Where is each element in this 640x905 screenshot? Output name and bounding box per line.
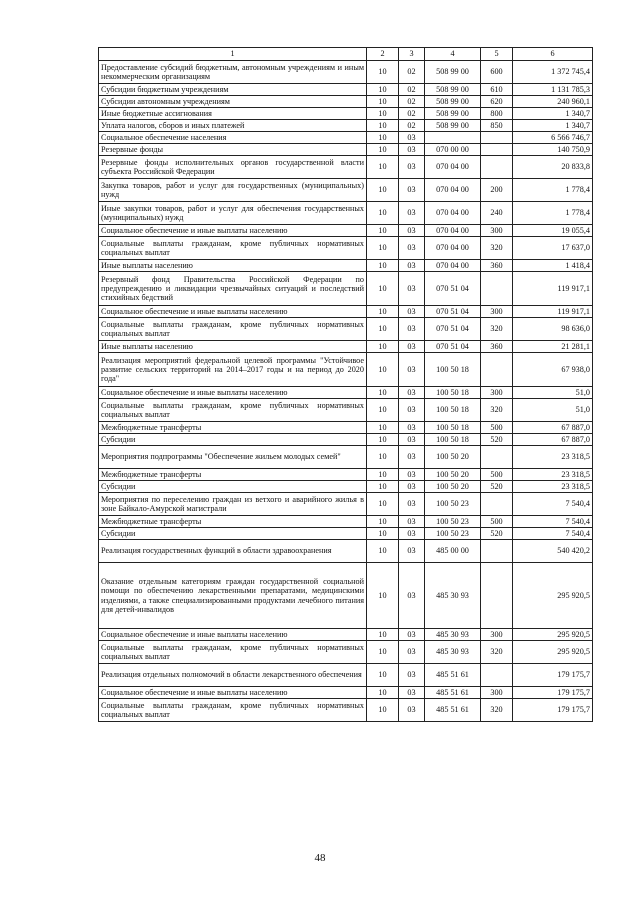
table-row	[99, 132, 593, 144]
row-name-cell: Резервные фонды	[99, 144, 367, 156]
row-expense-type-cell	[481, 664, 513, 687]
row-target-item-cell: 070 04 00	[425, 260, 481, 272]
row-expense-type-cell: 800	[481, 108, 513, 120]
table-row	[99, 272, 593, 306]
row-expense-type-cell: 320	[481, 699, 513, 722]
row-subsection-cell: 03	[399, 664, 425, 687]
row-name-cell: Социальное обеспечение и иные выплаты населению	[99, 306, 367, 318]
row-subsection-cell: 03	[399, 272, 425, 306]
row-section-cell: 10	[367, 629, 399, 641]
row-subsection-cell: 03	[399, 132, 425, 144]
row-subsection-cell: 03	[399, 481, 425, 493]
row-target-item-cell: 070 04 00	[425, 156, 481, 179]
row-amount-cell: 20 833,8	[513, 156, 593, 179]
row-subsection-cell: 03	[399, 353, 425, 387]
row-expense-type-cell: 320	[481, 237, 513, 260]
table-row	[99, 84, 593, 96]
row-name-cell: Социальное обеспечение и иные выплаты населению	[99, 687, 367, 699]
row-name-cell: Социальное обеспечение и иные выплаты населению	[99, 387, 367, 399]
page-number: 48	[314, 852, 326, 864]
row-target-item-cell: 100 50 23	[425, 493, 481, 516]
row-name-cell: Закупка товаров, работ и услуг для государственных (муниципальных) нужд	[99, 179, 367, 202]
row-expense-type-cell: 500	[481, 469, 513, 481]
row-expense-type-cell	[481, 132, 513, 144]
row-target-item-cell: 070 04 00	[425, 202, 481, 225]
row-subsection-cell: 03	[399, 399, 425, 422]
row-subsection-cell: 03	[399, 687, 425, 699]
row-name-cell: Межбюджетные трансферты	[99, 422, 367, 434]
row-expense-type-cell	[481, 493, 513, 516]
row-target-item-cell: 508 99 00	[425, 108, 481, 120]
row-expense-type-cell	[481, 446, 513, 469]
row-amount-cell: 7 540,4	[513, 528, 593, 540]
table-row	[99, 493, 593, 516]
table-row	[99, 120, 593, 132]
header-col-1: 1	[99, 48, 367, 61]
row-amount-cell: 67 938,0	[513, 353, 593, 387]
row-name-cell: Субсидии	[99, 434, 367, 446]
row-amount-cell: 23 318,5	[513, 469, 593, 481]
row-subsection-cell: 03	[399, 540, 425, 563]
row-amount-cell: 23 318,5	[513, 446, 593, 469]
row-target-item-cell: 100 50 18	[425, 399, 481, 422]
row-name-cell: Социальные выплаты гражданам, кроме публичных нормативных социальных выплат	[99, 641, 367, 664]
row-target-item-cell: 070 04 00	[425, 237, 481, 260]
row-expense-type-cell: 200	[481, 179, 513, 202]
header-row	[99, 48, 593, 61]
row-section-cell: 10	[367, 132, 399, 144]
row-section-cell: 10	[367, 469, 399, 481]
row-section-cell: 10	[367, 493, 399, 516]
row-expense-type-cell: 320	[481, 318, 513, 341]
budget-table	[98, 47, 593, 722]
row-name-cell: Иные выплаты населению	[99, 260, 367, 272]
row-section-cell: 10	[367, 272, 399, 306]
row-name-cell: Субсидии автономным учреждениям	[99, 96, 367, 108]
row-expense-type-cell: 620	[481, 96, 513, 108]
row-subsection-cell: 03	[399, 318, 425, 341]
table-body	[99, 61, 593, 722]
row-section-cell: 10	[367, 96, 399, 108]
row-amount-cell: 51,0	[513, 399, 593, 422]
row-amount-cell: 19 055,4	[513, 225, 593, 237]
row-expense-type-cell: 520	[481, 434, 513, 446]
row-amount-cell: 295 920,5	[513, 563, 593, 629]
row-subsection-cell: 03	[399, 699, 425, 722]
row-subsection-cell: 02	[399, 108, 425, 120]
row-name-cell: Иные закупки товаров, работ и услуг для обеспечения государственных (муниципальных) нужд	[99, 202, 367, 225]
row-subsection-cell: 03	[399, 516, 425, 528]
row-expense-type-cell: 500	[481, 422, 513, 434]
table-row	[99, 434, 593, 446]
header-col-2: 2	[367, 48, 399, 61]
table-row	[99, 687, 593, 699]
table-row	[99, 61, 593, 84]
row-name-cell: Предоставление субсидий бюджетным, автономным учреждениям и иным некоммерческим организациям	[99, 61, 367, 84]
row-expense-type-cell	[481, 156, 513, 179]
table-row	[99, 641, 593, 664]
row-section-cell: 10	[367, 641, 399, 664]
row-name-cell: Мероприятия по переселению граждан из ветхого и аварийного жилья в зоне Байкало-Амурской магистрали	[99, 493, 367, 516]
row-section-cell: 10	[367, 156, 399, 179]
row-name-cell: Резервный фонд Правительства Российской Федерации по предупреждению и ликвидации чрезвычайных ситуаций и последствий стихийных бедствий	[99, 272, 367, 306]
row-expense-type-cell: 300	[481, 629, 513, 641]
row-expense-type-cell: 300	[481, 306, 513, 318]
row-expense-type-cell: 600	[481, 61, 513, 84]
row-target-item-cell: 485 51 61	[425, 699, 481, 722]
row-expense-type-cell: 240	[481, 202, 513, 225]
table-row	[99, 318, 593, 341]
row-name-cell: Субсидии бюджетным учреждениям	[99, 84, 367, 96]
row-subsection-cell: 03	[399, 422, 425, 434]
table-row	[99, 446, 593, 469]
header-col-5: 5	[481, 48, 513, 61]
row-section-cell: 10	[367, 341, 399, 353]
table-row	[99, 202, 593, 225]
row-amount-cell: 1 340,7	[513, 108, 593, 120]
row-amount-cell: 21 281,1	[513, 341, 593, 353]
header-col-6: 6	[513, 48, 593, 61]
row-section-cell: 10	[367, 225, 399, 237]
table-row	[99, 260, 593, 272]
row-section-cell: 10	[367, 422, 399, 434]
row-section-cell: 10	[367, 318, 399, 341]
row-subsection-cell: 03	[399, 225, 425, 237]
row-expense-type-cell: 360	[481, 341, 513, 353]
row-name-cell: Социальные выплаты гражданам, кроме публичных нормативных социальных выплат	[99, 318, 367, 341]
row-expense-type-cell	[481, 272, 513, 306]
row-section-cell: 10	[367, 387, 399, 399]
row-subsection-cell: 03	[399, 434, 425, 446]
row-section-cell: 10	[367, 434, 399, 446]
row-target-item-cell: 485 00 00	[425, 540, 481, 563]
row-section-cell: 10	[367, 120, 399, 132]
row-expense-type-cell: 500	[481, 516, 513, 528]
table-row	[99, 144, 593, 156]
row-name-cell: Социальные выплаты гражданам, кроме публичных нормативных социальных выплат	[99, 699, 367, 722]
header-col-4: 4	[425, 48, 481, 61]
row-name-cell: Мероприятия подпрограммы "Обеспечение жильем молодых семей"	[99, 446, 367, 469]
table-row	[99, 528, 593, 540]
row-name-cell: Оказание отдельным категориям граждан государственной социальной помощи по обеспечению лекарственными препаратами, медицинскими изделиями, а также специализированными продуктами лечебного питания для детей-инвалидов	[99, 563, 367, 629]
row-amount-cell: 179 175,7	[513, 664, 593, 687]
row-amount-cell: 67 887,0	[513, 422, 593, 434]
row-section-cell: 10	[367, 61, 399, 84]
table-row	[99, 664, 593, 687]
row-section-cell: 10	[367, 260, 399, 272]
row-target-item-cell: 508 99 00	[425, 120, 481, 132]
row-target-item-cell: 070 51 04	[425, 306, 481, 318]
row-amount-cell: 1 778,4	[513, 202, 593, 225]
row-subsection-cell: 03	[399, 528, 425, 540]
table-row	[99, 469, 593, 481]
row-target-item-cell: 070 51 04	[425, 318, 481, 341]
row-section-cell: 10	[367, 699, 399, 722]
row-target-item-cell: 485 51 61	[425, 664, 481, 687]
row-target-item-cell: 100 50 20	[425, 469, 481, 481]
row-target-item-cell: 485 51 61	[425, 687, 481, 699]
row-section-cell: 10	[367, 540, 399, 563]
row-target-item-cell: 485 30 93	[425, 629, 481, 641]
row-target-item-cell: 100 50 23	[425, 516, 481, 528]
row-amount-cell: 67 887,0	[513, 434, 593, 446]
row-target-item-cell: 485 30 93	[425, 563, 481, 629]
row-name-cell: Реализация отдельных полномочий в области лекарственного обеспечения	[99, 664, 367, 687]
row-subsection-cell: 03	[399, 469, 425, 481]
row-name-cell: Социальные выплаты гражданам, кроме публичных нормативных социальных выплат	[99, 399, 367, 422]
row-amount-cell: 51,0	[513, 387, 593, 399]
row-subsection-cell: 02	[399, 120, 425, 132]
table-row	[99, 341, 593, 353]
row-section-cell: 10	[367, 237, 399, 260]
row-name-cell: Иные бюджетные ассигнования	[99, 108, 367, 120]
row-name-cell: Социальное обеспечение и иные выплаты населению	[99, 225, 367, 237]
row-name-cell: Субсидии	[99, 528, 367, 540]
row-subsection-cell: 03	[399, 306, 425, 318]
row-amount-cell: 6 566 746,7	[513, 132, 593, 144]
row-name-cell: Межбюджетные трансферты	[99, 516, 367, 528]
row-section-cell: 10	[367, 563, 399, 629]
row-subsection-cell: 03	[399, 156, 425, 179]
table-row	[99, 387, 593, 399]
row-amount-cell: 119 917,1	[513, 272, 593, 306]
row-amount-cell: 179 175,7	[513, 687, 593, 699]
row-section-cell: 10	[367, 84, 399, 96]
row-name-cell: Реализация мероприятий федеральной целевой программы "Устойчивое развитие сельских территорий на 2014–2017 годы и на период до 2020 года"	[99, 353, 367, 387]
row-section-cell: 10	[367, 481, 399, 493]
row-target-item-cell: 100 50 23	[425, 528, 481, 540]
row-target-item-cell: 070 51 04	[425, 341, 481, 353]
row-amount-cell: 295 920,5	[513, 629, 593, 641]
row-expense-type-cell: 520	[481, 528, 513, 540]
row-target-item-cell: 070 04 00	[425, 179, 481, 202]
row-target-item-cell: 508 99 00	[425, 84, 481, 96]
row-amount-cell: 240 960,1	[513, 96, 593, 108]
table-row	[99, 422, 593, 434]
row-amount-cell: 140 750,9	[513, 144, 593, 156]
row-target-item-cell: 100 50 18	[425, 434, 481, 446]
row-section-cell: 10	[367, 516, 399, 528]
row-name-cell: Социальное обеспечение населения	[99, 132, 367, 144]
row-amount-cell: 17 637,0	[513, 237, 593, 260]
row-section-cell: 10	[367, 108, 399, 120]
row-target-item-cell: 100 50 18	[425, 353, 481, 387]
row-section-cell: 10	[367, 446, 399, 469]
table-row	[99, 699, 593, 722]
row-section-cell: 10	[367, 399, 399, 422]
row-subsection-cell: 03	[399, 260, 425, 272]
row-name-cell: Социальные выплаты гражданам, кроме публичных нормативных социальных выплат	[99, 237, 367, 260]
row-expense-type-cell: 360	[481, 260, 513, 272]
table-row	[99, 353, 593, 387]
row-expense-type-cell: 520	[481, 481, 513, 493]
row-subsection-cell: 02	[399, 96, 425, 108]
row-name-cell: Социальное обеспечение и иные выплаты населению	[99, 629, 367, 641]
table-row	[99, 629, 593, 641]
row-section-cell: 10	[367, 664, 399, 687]
row-name-cell: Иные выплаты населению	[99, 341, 367, 353]
row-amount-cell: 179 175,7	[513, 699, 593, 722]
row-name-cell: Реализация государственных функций в области здравоохранения	[99, 540, 367, 563]
row-amount-cell: 98 636,0	[513, 318, 593, 341]
table-row	[99, 179, 593, 202]
table-row	[99, 156, 593, 179]
row-amount-cell: 7 540,4	[513, 516, 593, 528]
row-amount-cell: 1 131 785,3	[513, 84, 593, 96]
row-expense-type-cell	[481, 563, 513, 629]
row-expense-type-cell	[481, 353, 513, 387]
table-row	[99, 540, 593, 563]
table-row	[99, 399, 593, 422]
row-section-cell: 10	[367, 528, 399, 540]
row-section-cell: 10	[367, 179, 399, 202]
row-expense-type-cell	[481, 144, 513, 156]
row-subsection-cell: 03	[399, 341, 425, 353]
row-target-item-cell: 485 30 93	[425, 641, 481, 664]
row-target-item-cell: 508 99 00	[425, 61, 481, 84]
table-row	[99, 225, 593, 237]
row-subsection-cell: 02	[399, 61, 425, 84]
row-subsection-cell: 03	[399, 202, 425, 225]
row-target-item-cell: 100 50 18	[425, 387, 481, 399]
table-row	[99, 108, 593, 120]
table-row	[99, 563, 593, 629]
row-target-item-cell: 070 51 04	[425, 272, 481, 306]
row-target-item-cell: 070 04 00	[425, 225, 481, 237]
row-amount-cell: 295 920,5	[513, 641, 593, 664]
row-section-cell: 10	[367, 202, 399, 225]
row-target-item-cell	[425, 132, 481, 144]
row-name-cell: Резервные фонды исполнительных органов государственной власти субъекта Российской Федерации	[99, 156, 367, 179]
row-subsection-cell: 03	[399, 237, 425, 260]
row-subsection-cell: 03	[399, 641, 425, 664]
row-amount-cell: 1 418,4	[513, 260, 593, 272]
row-section-cell: 10	[367, 144, 399, 156]
row-subsection-cell: 03	[399, 493, 425, 516]
row-section-cell: 10	[367, 687, 399, 699]
row-expense-type-cell: 320	[481, 399, 513, 422]
table-row	[99, 481, 593, 493]
row-subsection-cell: 03	[399, 563, 425, 629]
row-expense-type-cell	[481, 540, 513, 563]
row-amount-cell: 1 778,4	[513, 179, 593, 202]
row-subsection-cell: 03	[399, 629, 425, 641]
row-amount-cell: 7 540,4	[513, 493, 593, 516]
row-subsection-cell: 03	[399, 179, 425, 202]
row-subsection-cell: 03	[399, 387, 425, 399]
table-row	[99, 516, 593, 528]
row-section-cell: 10	[367, 306, 399, 318]
row-expense-type-cell: 610	[481, 84, 513, 96]
row-subsection-cell: 03	[399, 446, 425, 469]
row-amount-cell: 1 372 745,4	[513, 61, 593, 84]
row-name-cell: Субсидии	[99, 481, 367, 493]
row-name-cell: Межбюджетные трансферты	[99, 469, 367, 481]
row-subsection-cell: 02	[399, 84, 425, 96]
row-expense-type-cell: 300	[481, 387, 513, 399]
row-expense-type-cell: 320	[481, 641, 513, 664]
row-target-item-cell: 100 50 20	[425, 446, 481, 469]
row-amount-cell: 1 340,7	[513, 120, 593, 132]
row-name-cell: Уплата налогов, сборов и иных платежей	[99, 120, 367, 132]
row-target-item-cell: 070 00 00	[425, 144, 481, 156]
row-amount-cell: 540 420,2	[513, 540, 593, 563]
table-row	[99, 96, 593, 108]
row-expense-type-cell: 850	[481, 120, 513, 132]
row-subsection-cell: 03	[399, 144, 425, 156]
row-target-item-cell: 100 50 18	[425, 422, 481, 434]
row-amount-cell: 119 917,1	[513, 306, 593, 318]
table-row	[99, 306, 593, 318]
row-section-cell: 10	[367, 353, 399, 387]
row-target-item-cell: 100 50 20	[425, 481, 481, 493]
row-expense-type-cell: 300	[481, 225, 513, 237]
header-col-3: 3	[399, 48, 425, 61]
row-target-item-cell: 508 99 00	[425, 96, 481, 108]
table-row	[99, 237, 593, 260]
row-expense-type-cell: 300	[481, 687, 513, 699]
row-amount-cell: 23 318,5	[513, 481, 593, 493]
